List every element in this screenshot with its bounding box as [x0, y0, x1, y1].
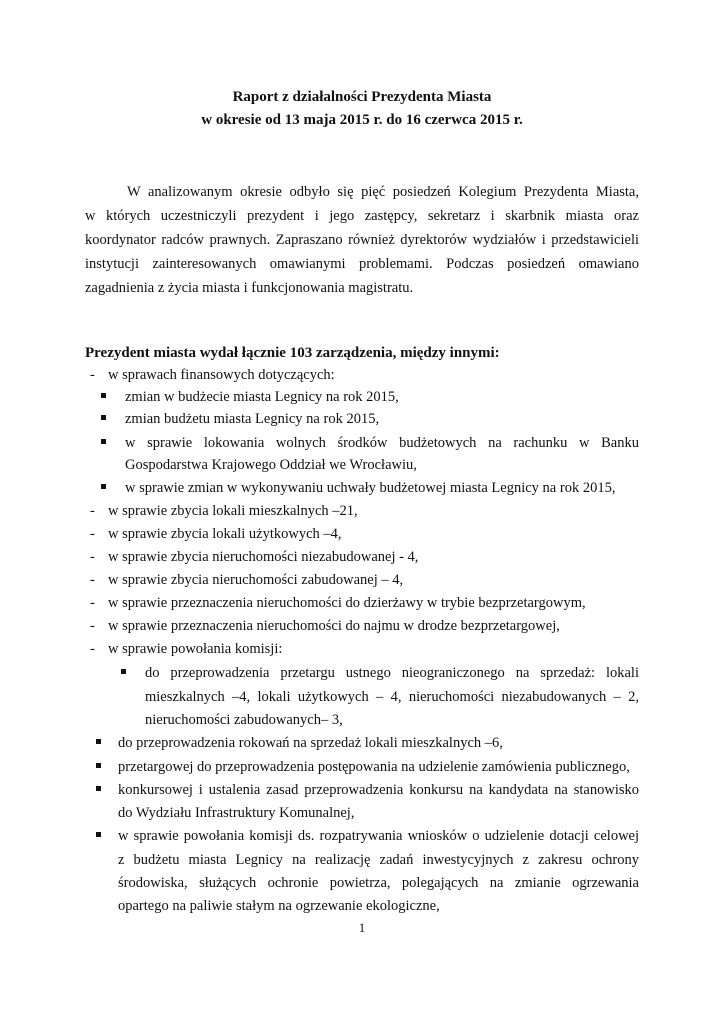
list-item: w sprawie lokowania wolnych środków budżetowych na rachunku w Banku — [125, 435, 639, 451]
list-item: Gospodarstwa Krajowego Oddział we Wrocławiu, — [125, 457, 417, 473]
report-title-line-2: w okresie od 13 maja 2015 r. do 16 czerwca 2015 r. — [201, 112, 523, 128]
square-bullet-icon — [96, 832, 101, 837]
dash-bullet: - — [90, 549, 95, 565]
intro-line: instytucji zainteresowanych omawianymi problemami. Podczas posiedzeń omawiano — [85, 256, 639, 272]
list-item: zmian budżetu miasta Legnicy na rok 2015, — [125, 411, 380, 427]
dash-bullet: - — [90, 367, 95, 383]
list-item: do Wydziału Infrastruktury Komunalnej, — [118, 805, 355, 821]
list-item: z budżetu miasta Legnicy na realizację zadań inwestycyjnych z zakresu ochrony — [118, 852, 639, 868]
list-item: przetargowej do przeprowadzenia postępowania na udzielenie zamówienia publicznego, — [118, 759, 630, 775]
list-item: do przeprowadzenia rokowań na sprzedaż lokali mieszkalnych –6, — [118, 735, 503, 751]
list-item: konkursowej i ustalenia zasad przeprowadzenia konkursu na kandydata na stanowisko — [118, 782, 639, 798]
list-item: w sprawie zmian w wykonywaniu uchwały budżetowej miasta Legnicy na rok 2015, — [125, 480, 616, 496]
list-item: nieruchomości zabudowanych– 3, — [145, 712, 343, 728]
dash-bullet: - — [90, 572, 95, 588]
intro-line: koordynator radców prawnych. Zapraszano również dyrektorów wydziałów i przedstawicieli — [85, 232, 639, 248]
list-item: w sprawie zbycia lokali mieszkalnych –21, — [108, 503, 358, 519]
list-item: w sprawie powołania komisji ds. rozpatrywania wniosków o udzielenie dotacji celowej — [118, 828, 639, 844]
section-heading: Prezydent miasta wydał łącznie 103 zarządzenia, między innymi: — [85, 345, 500, 361]
list-item: w sprawie powołania komisji: — [108, 641, 283, 657]
square-bullet-icon — [101, 439, 106, 444]
dash-bullet: - — [90, 595, 95, 611]
square-bullet-icon — [101, 415, 106, 420]
dash-bullet: - — [90, 526, 95, 542]
list-item: w sprawie zbycia nieruchomości niezabudowanej - 4, — [108, 549, 419, 565]
square-bullet-icon — [101, 484, 106, 489]
square-bullet-icon — [96, 739, 101, 744]
list-item: w sprawie zbycia lokali użytkowych –4, — [108, 526, 342, 542]
list-item: do przeprowadzenia przetargu ustnego nieograniczonego na sprzedaż: lokali — [145, 665, 639, 681]
square-bullet-icon — [101, 393, 106, 398]
page-number: 1 — [358, 920, 366, 935]
report-title-line-1: Raport z działalności Prezydenta Miasta — [232, 89, 492, 105]
intro-line: w których uczestniczyli prezydent i jego zastępcy, sekretarz i skarbnik miasta oraz — [85, 208, 639, 224]
list-item: w sprawach finansowych dotyczących: — [108, 367, 335, 383]
intro-line: W analizowanym okresie odbyło się pięć posiedzeń Kolegium Prezydenta Miasta, — [127, 184, 639, 200]
list-item: środowiska, służących ochronie powietrza, polegających na zmianie ogrzewania — [118, 875, 639, 891]
list-item: w sprawie zbycia nieruchomości zabudowanej – 4, — [108, 572, 404, 588]
list-item: opartego na paliwie stałym na ogrzewanie ekologiczne, — [118, 898, 440, 914]
list-item: zmian w budżecie miasta Legnicy na rok 2015, — [125, 389, 399, 405]
square-bullet-icon — [96, 763, 101, 768]
list-item: w sprawie przeznaczenia nieruchomości do dzierżawy w trybie bezprzetargowym, — [108, 595, 586, 611]
dash-bullet: - — [90, 641, 95, 657]
list-item: mieszkalnych –4, lokali użytkowych – 4, nieruchomości niezabudowanych – 2, — [145, 689, 639, 705]
square-bullet-icon — [121, 669, 126, 674]
dash-bullet: - — [90, 503, 95, 519]
square-bullet-icon — [96, 786, 101, 791]
intro-line: zagadnienia z życia miasta i funkcjonowania magistratu. — [85, 280, 414, 296]
dash-bullet: - — [90, 618, 95, 634]
list-item: w sprawie przeznaczenia nieruchomości do najmu w drodze bezprzetargowej, — [108, 618, 560, 634]
